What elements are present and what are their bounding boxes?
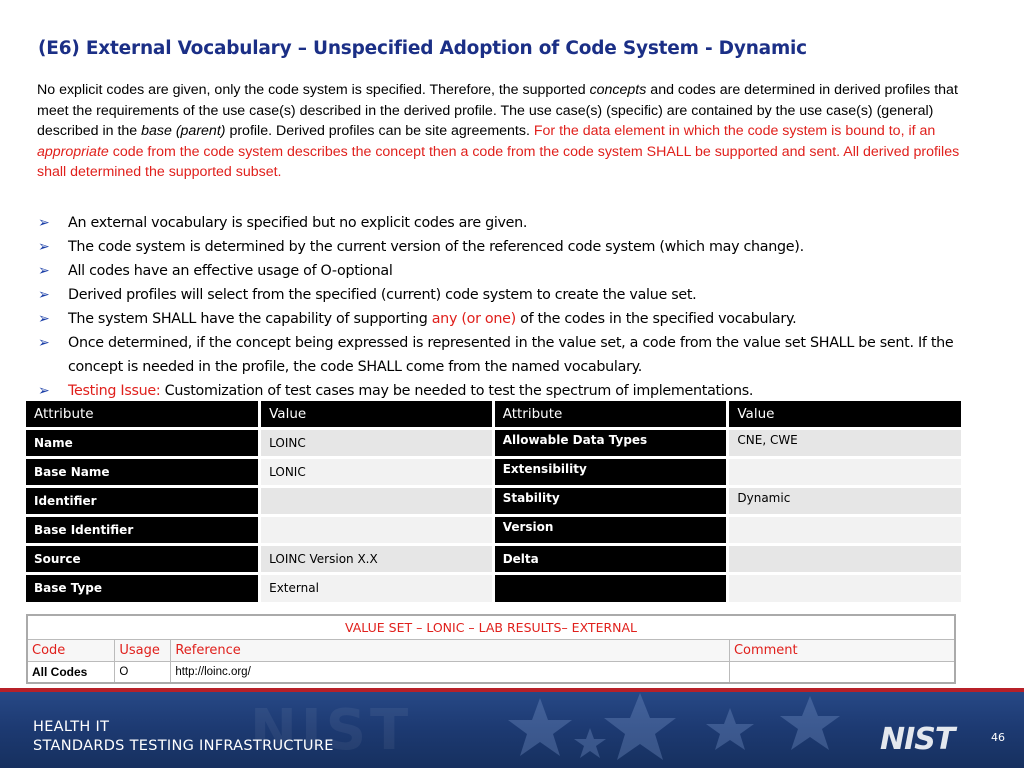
table-row <box>26 515 963 544</box>
cell-reference: http://loinc.org/ <box>171 661 730 683</box>
nist-logo: NIST <box>880 722 955 757</box>
attribute-table <box>26 401 964 602</box>
attr-name: Identifier <box>26 486 260 515</box>
bullet-text: An external vocabulary is specified but no explicit codes are given. <box>68 215 528 231</box>
bullet-item <box>38 259 988 283</box>
cell-comment <box>729 661 955 683</box>
watermark-logo: NIST <box>250 698 413 763</box>
cell-code: All Codes <box>27 661 115 683</box>
bullet-item <box>38 283 988 307</box>
table-row <box>26 544 963 573</box>
attr-value: Dynamic <box>728 486 963 515</box>
attr-name: Version <box>493 515 728 544</box>
header-attribute: Attribute <box>26 401 260 428</box>
arrow-bullet-icon: ➢ <box>38 311 50 327</box>
attr-name: Allowable Data Types <box>493 428 728 457</box>
attr-name: Extensibility <box>493 457 728 486</box>
table-row <box>27 661 955 683</box>
bullet-text: The system SHALL have the capability of supporting <box>68 311 432 327</box>
attr-value <box>728 457 963 486</box>
bullet-text: Once determined, if the concept being expressed is represented in the value set, a code from the value set SHALL be sent. If the concept is needed in the profile, the code SHALL come from the named vocabulary. <box>68 335 954 375</box>
header-attribute: Attribute <box>493 401 728 428</box>
header-comment: Comment <box>729 639 955 661</box>
attr-name: Name <box>26 428 260 457</box>
attr-name: Stability <box>493 486 728 515</box>
bullet-item <box>38 211 988 235</box>
intro-concepts: concepts <box>589 82 647 98</box>
bullet-list <box>38 211 988 403</box>
bullet-text: The code system is determined by the current version of the referenced code system (which may change). <box>68 239 804 255</box>
attr-value <box>260 515 494 544</box>
header-usage: Usage <box>115 639 171 661</box>
footer-brand-line2: STANDARDS TESTING INFRASTRUCTURE <box>33 738 334 754</box>
attr-value: LOINC <box>260 428 494 457</box>
bullet-text: Customization of test cases may be needed to test the spectrum of implementations. <box>160 383 754 399</box>
arrow-bullet-icon: ➢ <box>38 383 50 399</box>
attr-value: External <box>260 573 494 602</box>
attr-name <box>493 573 728 602</box>
arrow-bullet-icon: ➢ <box>38 215 50 231</box>
arrow-bullet-icon: ➢ <box>38 263 50 279</box>
intro-paragraph <box>37 80 987 183</box>
intro-base-parent: base (parent) <box>141 123 226 139</box>
intro-red-appropriate: appropriate <box>37 143 109 160</box>
attr-name: Base Identifier <box>26 515 260 544</box>
arrow-bullet-icon: ➢ <box>38 335 50 351</box>
slide-title: (E6) External Vocabulary – Unspecified Adoption of Code System - Dynamic <box>38 38 807 59</box>
header-reference: Reference <box>171 639 730 661</box>
table-row <box>26 486 963 515</box>
intro-red-1: For the data element in which the code system is bound to, if an <box>533 123 936 139</box>
bullet-red-text: any (or one) <box>431 311 516 327</box>
attr-value <box>728 573 963 602</box>
bullet-text: All codes have an effective usage of O-optional <box>68 263 393 279</box>
header-code: Code <box>27 639 115 661</box>
value-set-title-row <box>27 615 955 639</box>
cell-usage: O <box>115 661 171 683</box>
footer-banner <box>0 688 1024 768</box>
attr-value <box>260 486 494 515</box>
table-row <box>26 428 963 457</box>
bullet-item <box>38 331 988 379</box>
value-set-title: VALUE SET – LONIC – LAB RESULTS– EXTERNAL <box>27 615 955 639</box>
attribute-table-header <box>26 401 963 428</box>
intro-text-2: and codes are determined in derived profiles that meet the requirements of the use case(s) described in the derived profile. The use case(s) (specific) are contained by the use case(s) (general) described in the <box>37 82 958 139</box>
attr-name: Source <box>26 544 260 573</box>
footer-brand-line1: HEALTH IT <box>33 719 110 735</box>
table-row <box>26 457 963 486</box>
arrow-bullet-icon: ➢ <box>38 287 50 303</box>
header-value: Value <box>728 401 963 428</box>
testing-issue-label: Testing Issue: <box>68 383 161 399</box>
attr-name: Delta <box>493 544 728 573</box>
bullet-text: Derived profiles will select from the specified (current) code system to create the value set. <box>68 287 697 303</box>
bullet-item <box>38 307 988 331</box>
bullet-text: of the codes in the specified vocabulary. <box>515 311 797 327</box>
attr-value <box>728 544 963 573</box>
bullet-item <box>38 235 988 259</box>
intro-text-1: No explicit codes are given, only the code system is specified. Therefore, the supported <box>37 82 590 98</box>
attr-value: LONIC <box>260 457 494 486</box>
intro-text-3: profile. Derived profiles can be site agreements. <box>225 123 530 139</box>
stars-decoration-icon <box>480 688 880 768</box>
value-set-header-row <box>27 639 955 661</box>
header-value: Value <box>260 401 494 428</box>
attr-value: CNE, CWE <box>728 428 963 457</box>
attr-name: Base Type <box>26 573 260 602</box>
attr-value <box>728 515 963 544</box>
attr-value: LOINC Version X.X <box>260 544 494 573</box>
page-number: 46 <box>991 731 1005 744</box>
arrow-bullet-icon: ➢ <box>38 239 50 255</box>
value-set-table <box>26 614 956 684</box>
attr-name: Base Name <box>26 457 260 486</box>
table-row <box>26 573 963 602</box>
intro-red-2: code from the code system describes the concept then a code from the code system SHALL be supported and sent. All derived profiles shall determined the supported subset. <box>37 143 960 180</box>
bullet-item <box>38 379 988 403</box>
